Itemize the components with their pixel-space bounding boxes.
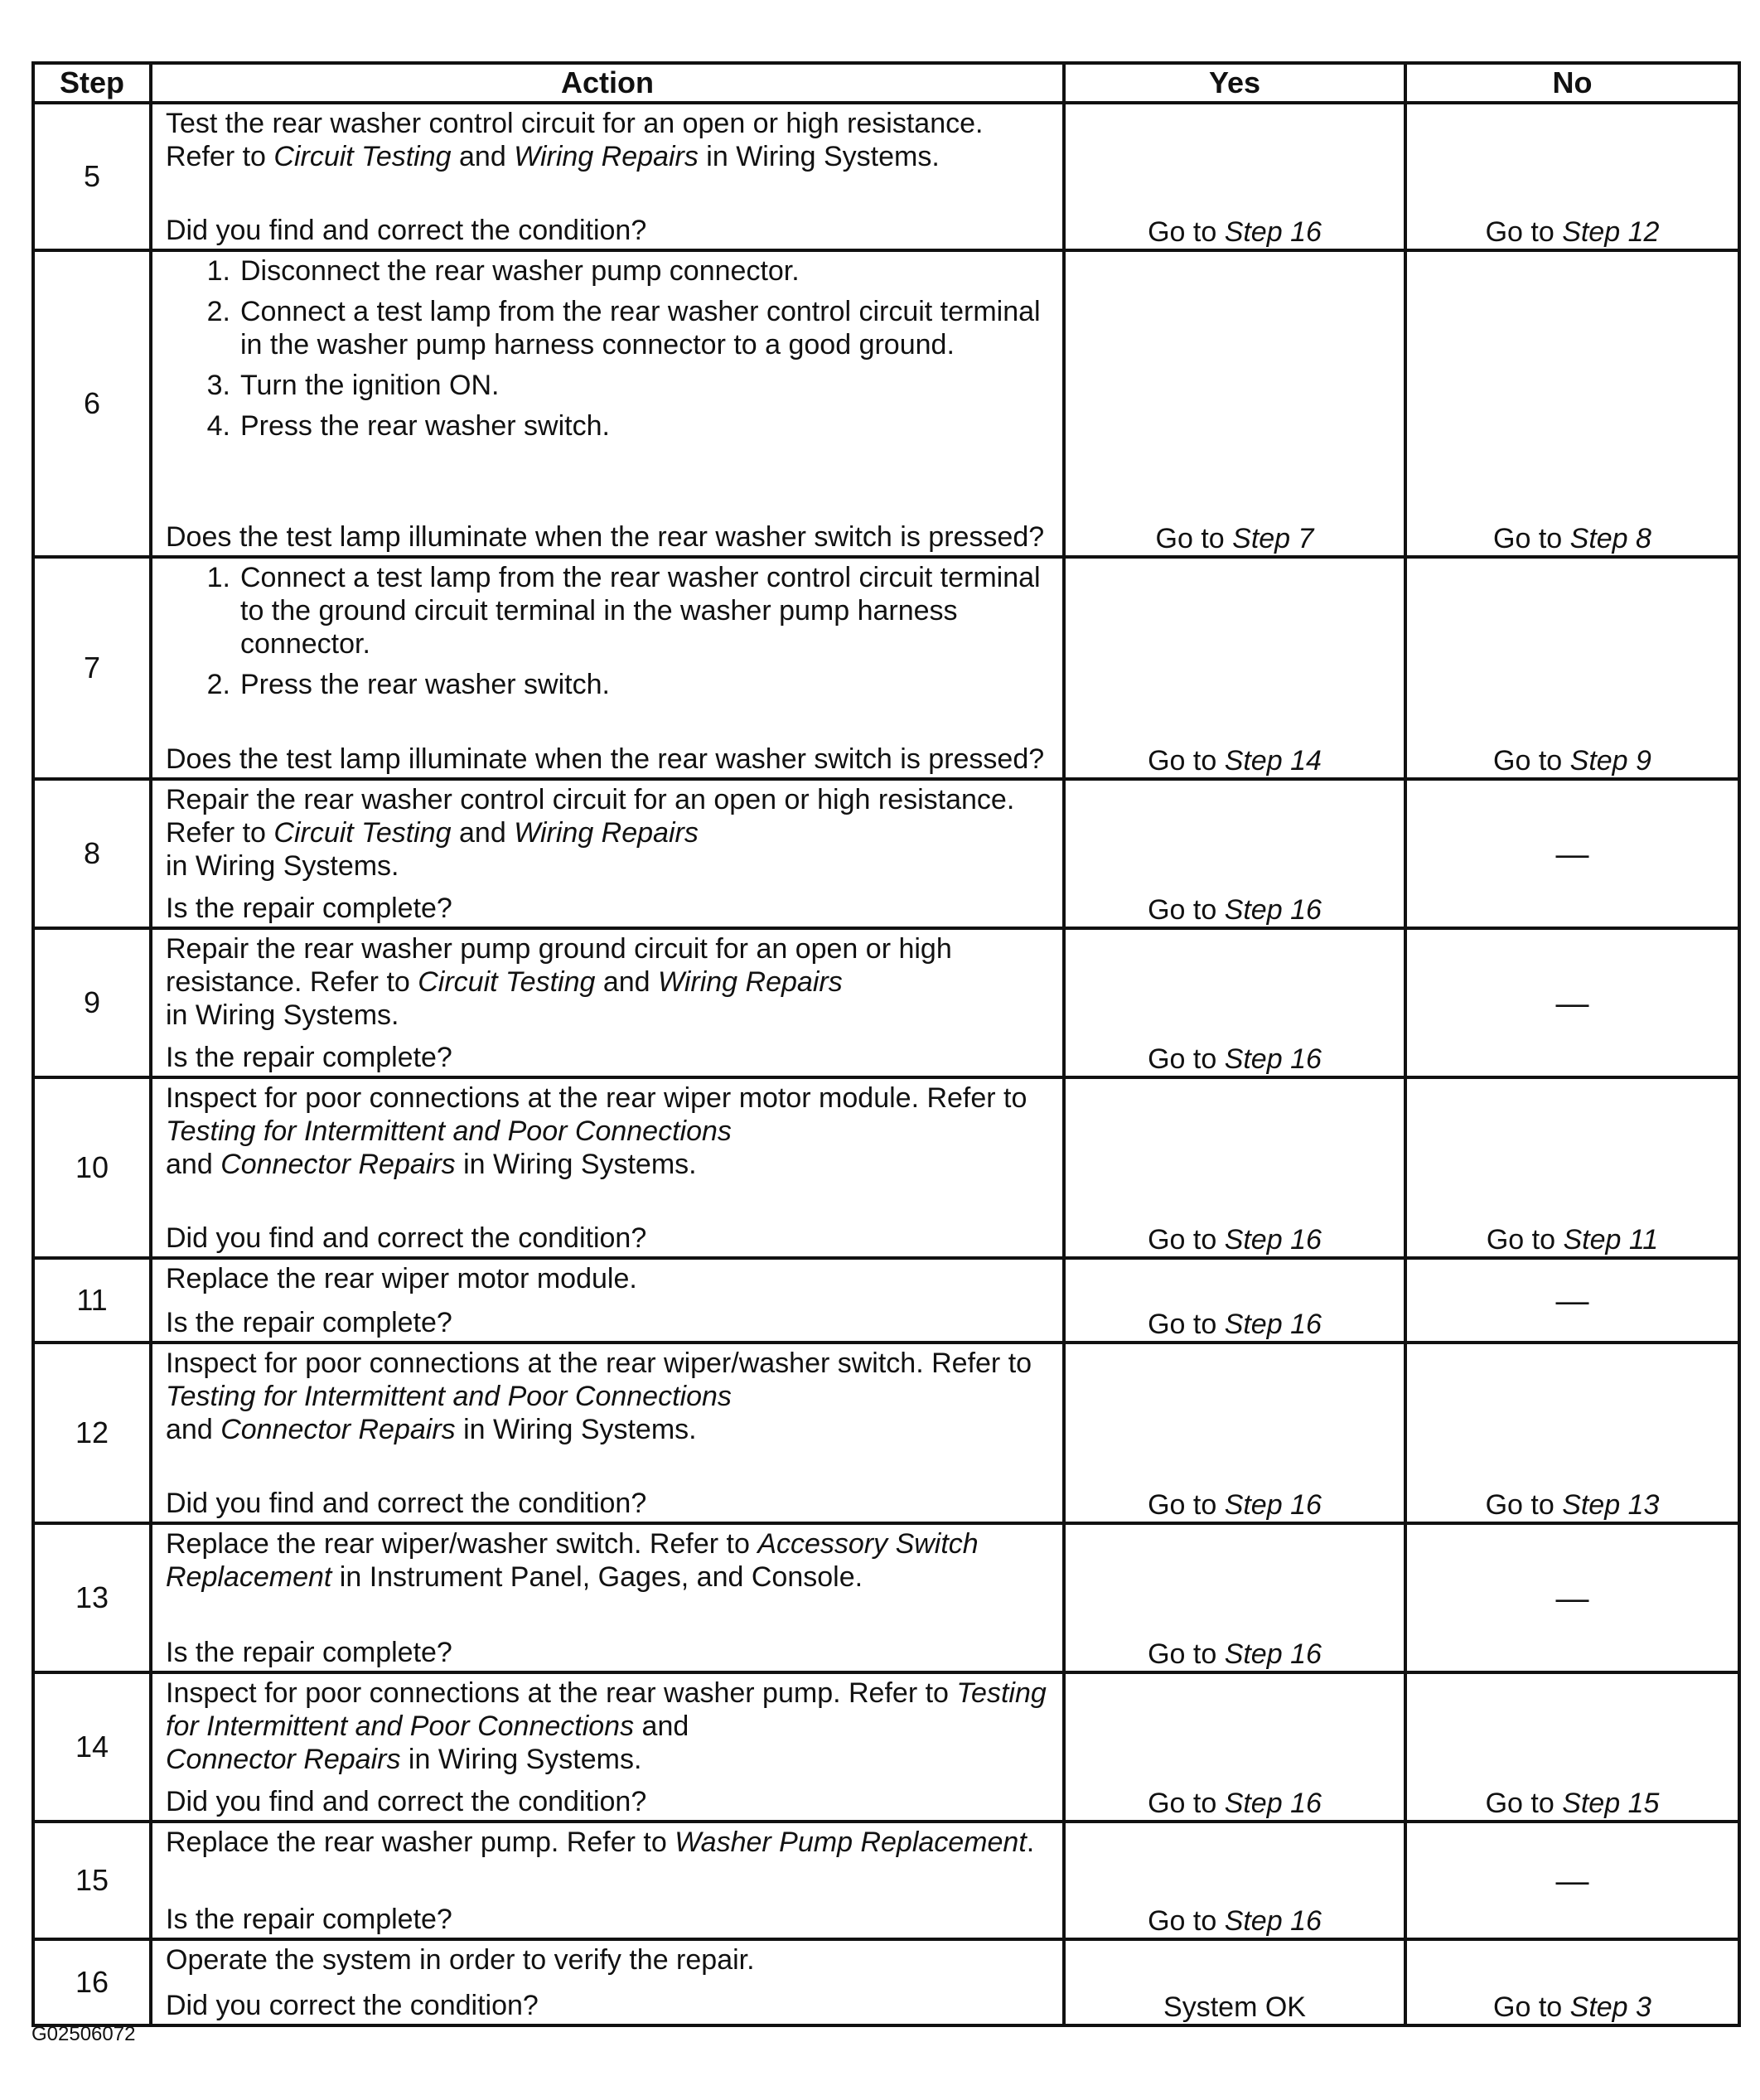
yes-result: Go to Step 16: [1064, 928, 1405, 1077]
list-item: [166, 668, 1054, 701]
list-item: [166, 295, 1054, 361]
header-yes: Yes: [1064, 63, 1405, 103]
action-cell: [151, 779, 1064, 928]
table-row: [33, 1672, 1739, 1822]
list-item-text: Press the rear washer switch.: [240, 410, 610, 442]
no-result: —: [1405, 1258, 1739, 1343]
table-row: [33, 1523, 1739, 1672]
action-text: Repair the rear washer pump ground circuit for an open or high resistance. Refer to Circuit Testing and Wiring Repairs in Wiring Systems.: [166, 933, 952, 1031]
list-item: [166, 369, 1054, 402]
yes-result: Go to Step 16: [1064, 1822, 1405, 1939]
table-row: [33, 1822, 1739, 1939]
yes-result: Go to Step 16: [1064, 1258, 1405, 1343]
diagnostic-table: [31, 61, 1741, 2027]
action-cell: [151, 557, 1064, 779]
action-question: Is the repair complete?: [166, 1637, 452, 1668]
list-item: [166, 254, 1054, 288]
no-result: —: [1405, 1822, 1739, 1939]
yes-result: Go to Step 16: [1064, 1077, 1405, 1258]
header-no: No: [1405, 63, 1739, 103]
no-result: Go to Step 9: [1405, 557, 1739, 779]
list-item-number: 4.: [206, 410, 230, 442]
action-cell: [151, 1258, 1064, 1343]
action-text: Operate the system in order to verify the repair.: [166, 1944, 755, 1976]
action-question: Is the repair complete?: [166, 1042, 452, 1073]
action-question: Is the repair complete?: [166, 1904, 452, 1935]
yes-result: System OK: [1064, 1939, 1405, 2025]
action-text: Inspect for poor connections at the rear wiper motor module. Refer to Testing for Intermittent and Poor Connections and Connector Repairs in Wiring Systems.: [166, 1082, 1027, 1180]
yes-result: Go to Step 16: [1064, 1523, 1405, 1672]
action-question: Does the test lamp illuminate when the rear washer switch is pressed?: [166, 521, 1045, 553]
no-result: Go to Step 15: [1405, 1672, 1739, 1822]
step-number: 14: [33, 1672, 151, 1822]
list-item: [166, 409, 1054, 443]
figure-code: G02506072: [31, 2023, 136, 2045]
no-result: —: [1405, 1523, 1739, 1672]
action-question: Does the test lamp illuminate when the rear washer switch is pressed?: [166, 743, 1045, 775]
table-row: [33, 1939, 1739, 2025]
no-result: Go to Step 3: [1405, 1939, 1739, 2025]
list-item-number: 3.: [206, 370, 230, 401]
action-steps-list: [166, 254, 1054, 443]
action-cell: [151, 1822, 1064, 1939]
table-row: [33, 1343, 1739, 1523]
action-question: Did you find and correct the condition?: [166, 215, 647, 246]
step-number: 9: [33, 928, 151, 1077]
no-result: Go to Step 8: [1405, 250, 1739, 557]
step-number: 6: [33, 250, 151, 557]
table-row: [33, 1258, 1739, 1343]
list-item: [166, 561, 1054, 660]
step-number: 12: [33, 1343, 151, 1523]
action-cell: [151, 1939, 1064, 2025]
step-number: 7: [33, 557, 151, 779]
table-row: [33, 779, 1739, 928]
step-number: 15: [33, 1822, 151, 1939]
action-cell: [151, 1343, 1064, 1523]
yes-result: Go to Step 16: [1064, 1672, 1405, 1822]
step-number: 13: [33, 1523, 151, 1672]
no-result: Go to Step 12: [1405, 103, 1739, 250]
no-result: Go to Step 13: [1405, 1343, 1739, 1523]
step-number: 10: [33, 1077, 151, 1258]
list-item-text: Disconnect the rear washer pump connector.: [240, 255, 800, 287]
step-number: 11: [33, 1258, 151, 1343]
step-number: 5: [33, 103, 151, 250]
list-item-text: Connect a test lamp from the rear washer control circuit terminal to the ground circuit terminal in the washer pump harness connector.: [240, 562, 1041, 660]
action-question: Did you correct the condition?: [166, 1990, 539, 2021]
list-item-text: Connect a test lamp from the rear washer control circuit terminal in the washer pump harness connector to a good ground.: [240, 296, 1041, 360]
yes-result: Go to Step 16: [1064, 779, 1405, 928]
action-question: Did you find and correct the condition?: [166, 1488, 647, 1519]
action-text: Replace the rear wiper/washer switch. Refer to Accessory Switch Replacement in Instrument Panel, Gages, and Console.: [166, 1528, 979, 1593]
no-result: —: [1405, 779, 1739, 928]
table-row: [33, 250, 1739, 557]
action-cell: [151, 1672, 1064, 1822]
action-question: Is the repair complete?: [166, 893, 452, 924]
list-item-number: 2.: [206, 296, 230, 327]
header-step: Step: [33, 63, 151, 103]
action-question: Did you find and correct the condition?: [166, 1786, 647, 1817]
table-row: [33, 103, 1739, 250]
action-cell: [151, 1523, 1064, 1672]
list-item-number: 2.: [206, 669, 230, 700]
yes-result: Go to Step 14: [1064, 557, 1405, 779]
action-cell: [151, 928, 1064, 1077]
list-item-number: 1.: [206, 562, 230, 593]
yes-result: Go to Step 7: [1064, 250, 1405, 557]
list-item-number: 1.: [206, 255, 230, 287]
action-question: Did you find and correct the condition?: [166, 1222, 647, 1254]
no-result: —: [1405, 928, 1739, 1077]
action-steps-list: [166, 561, 1054, 701]
action-cell: [151, 250, 1064, 557]
table-header-row: [33, 63, 1739, 103]
no-result: Go to Step 11: [1405, 1077, 1739, 1258]
action-text: Repair the rear washer control circuit for an open or high resistance. Refer to Circuit Testing and Wiring Repairs in Wiring Systems.: [166, 784, 1015, 882]
header-action: Action: [151, 63, 1064, 103]
yes-result: Go to Step 16: [1064, 103, 1405, 250]
action-cell: [151, 103, 1064, 250]
action-cell: [151, 1077, 1064, 1258]
action-text: Replace the rear washer pump. Refer to Washer Pump Replacement.: [166, 1827, 1035, 1858]
action-question: Is the repair complete?: [166, 1307, 452, 1338]
action-text: Inspect for poor connections at the rear wiper/washer switch. Refer to Testing for Intermittent and Poor Connections and Connector Repairs in Wiring Systems.: [166, 1348, 1032, 1445]
step-number: 8: [33, 779, 151, 928]
list-item-text: Press the rear washer switch.: [240, 669, 610, 700]
yes-result: Go to Step 16: [1064, 1343, 1405, 1523]
table-row: [33, 1077, 1739, 1258]
list-item-text: Turn the ignition ON.: [240, 370, 500, 401]
step-number: 16: [33, 1939, 151, 2025]
table-row: [33, 928, 1739, 1077]
action-text: Test the rear washer control circuit for an open or high resistance. Refer to Circuit Testing and Wiring Repairs in Wiring Systems.: [166, 108, 984, 172]
table-row: [33, 557, 1739, 779]
action-text: Replace the rear wiper motor module.: [166, 1263, 637, 1294]
action-text: Inspect for poor connections at the rear washer pump. Refer to Testing for Intermittent and Poor Connections and Connector Repairs in Wiring Systems.: [166, 1677, 1047, 1775]
